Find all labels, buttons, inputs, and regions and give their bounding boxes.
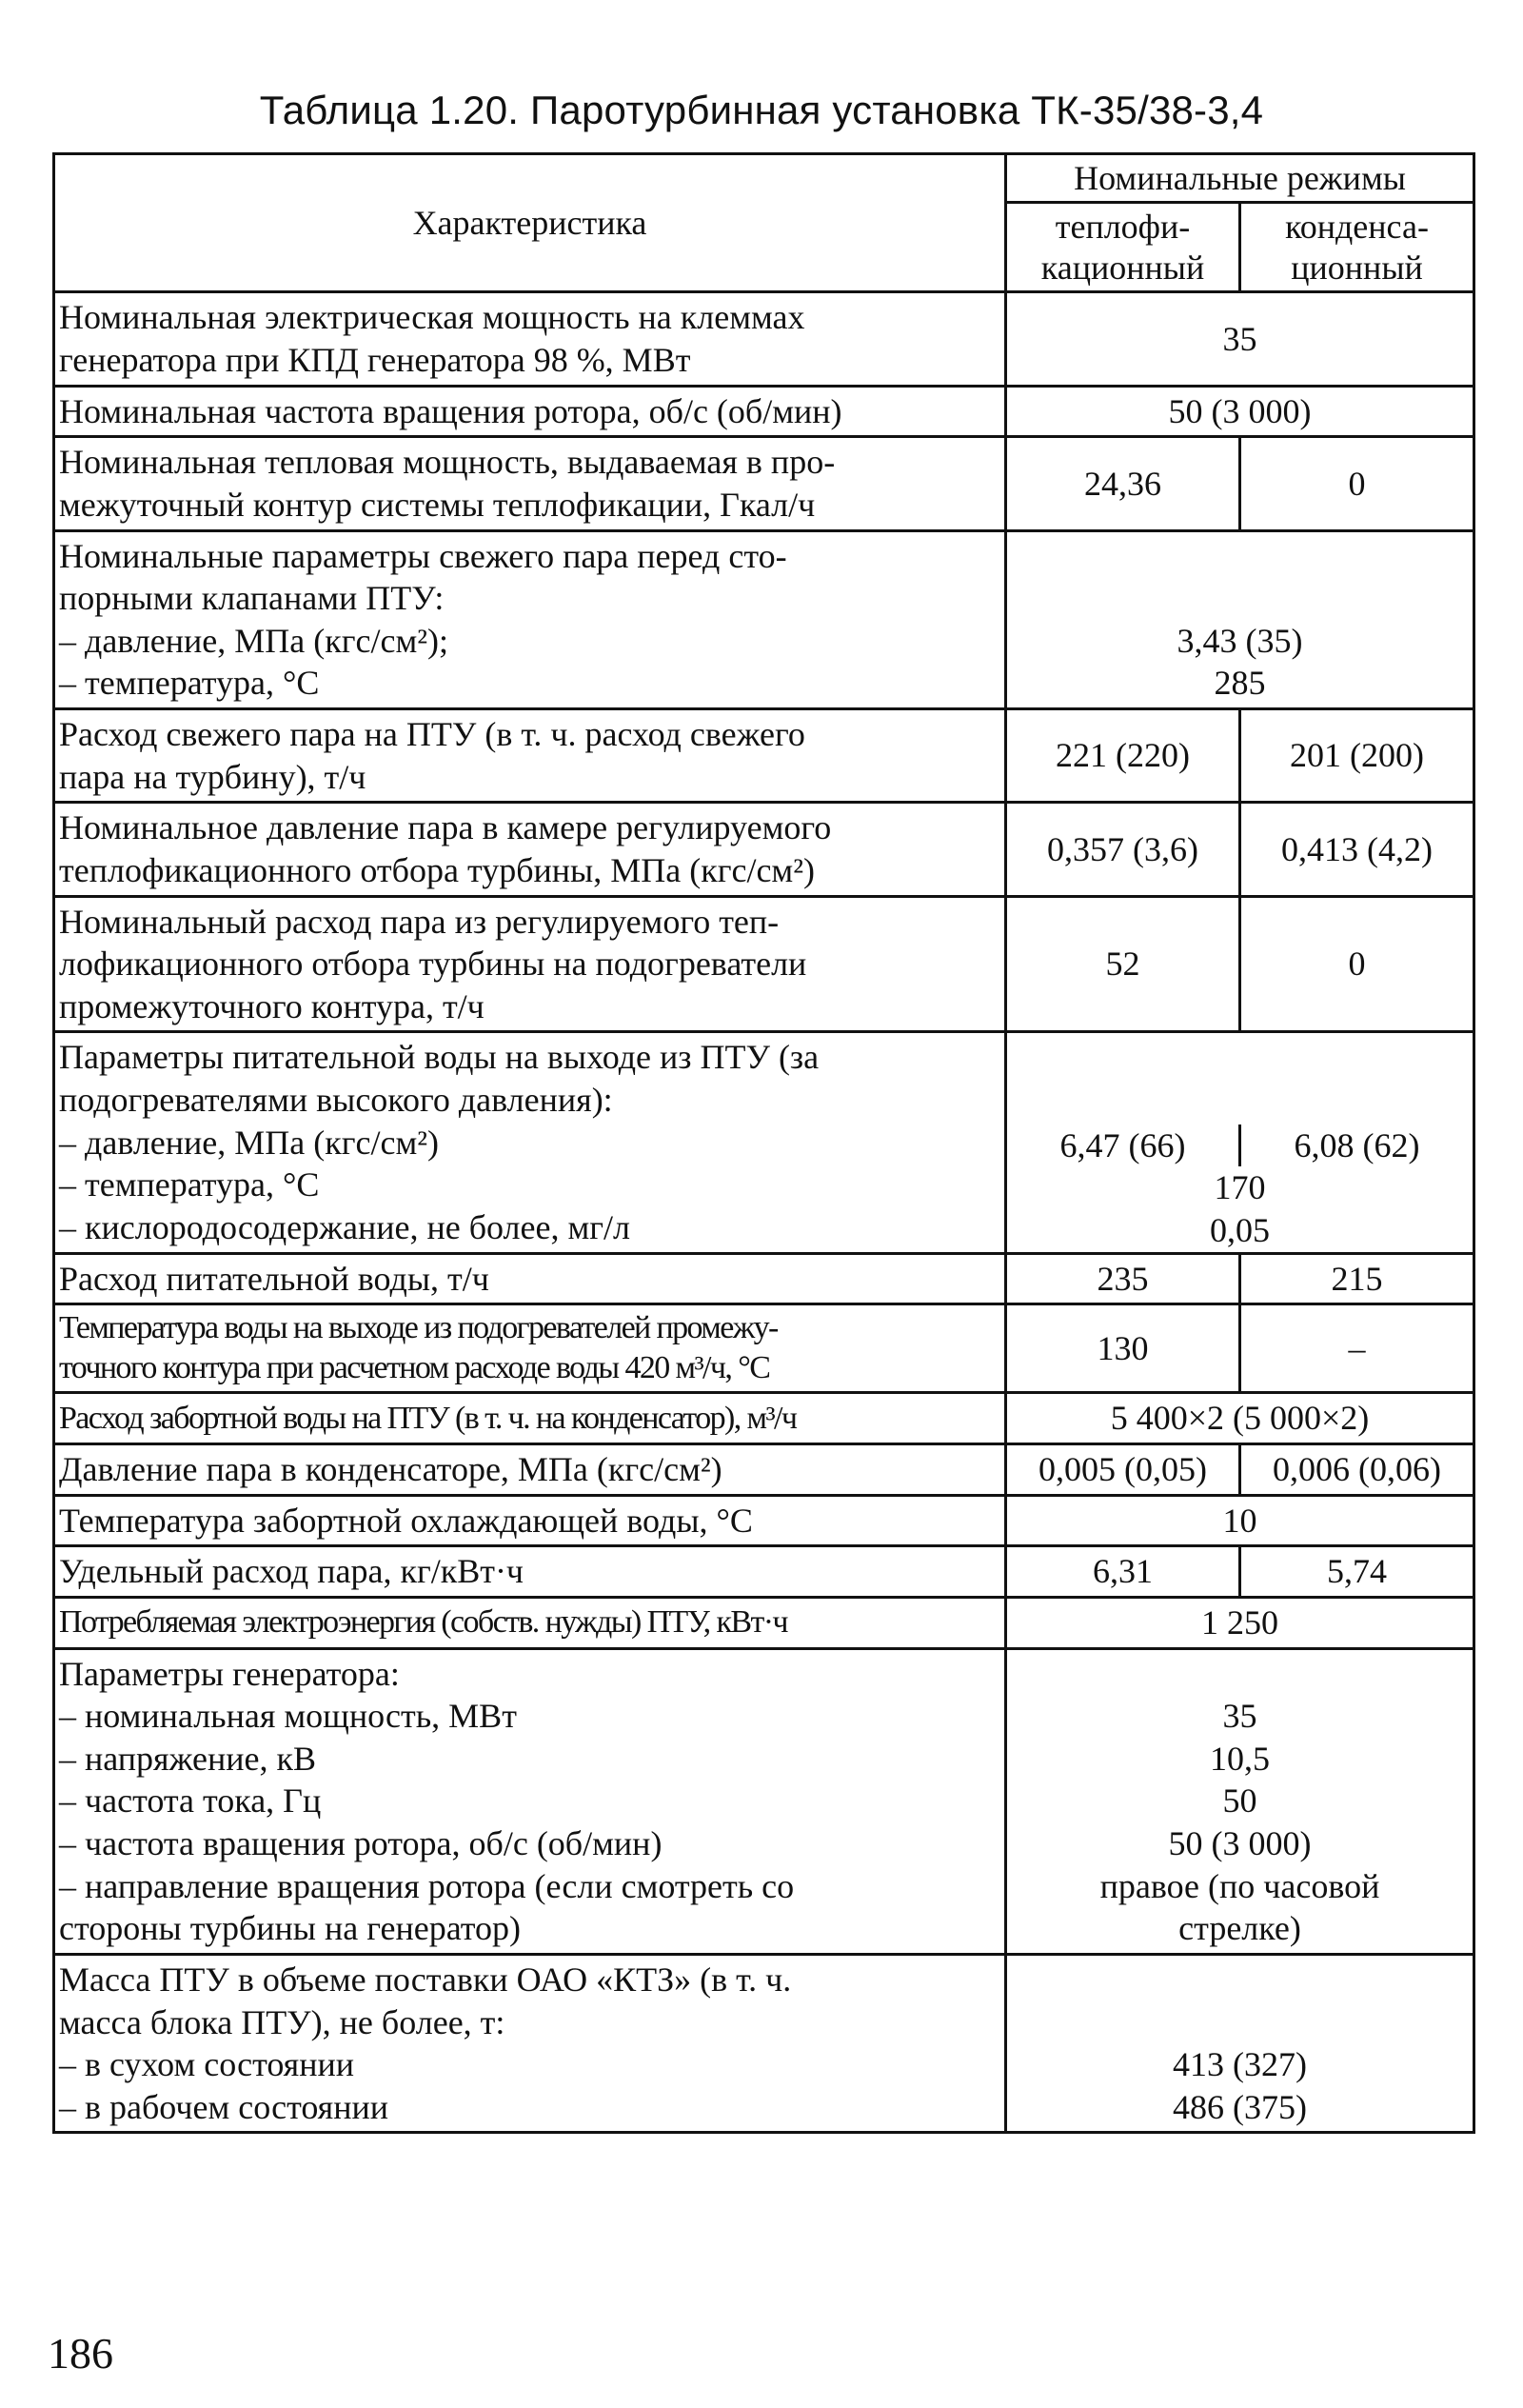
- row-value-condensing: 0: [1240, 896, 1474, 1032]
- row-value-heating: 6,31: [1006, 1546, 1240, 1598]
- table-title: Таблица 1.20. Паротурбинная установка ТК-35/38-3,4: [259, 88, 1264, 132]
- row-label: Удельный расход пара, кг/кВт·ч: [54, 1546, 1006, 1598]
- table-row: [54, 1546, 1474, 1598]
- table-row: [54, 386, 1474, 437]
- row-value: 413 (327) 486 (375): [1006, 1954, 1474, 2133]
- row-label: Номинальная тепловая мощность, выдаваемая в про- межуточный контур системы теплофикации, Гкал/ч: [54, 437, 1006, 530]
- header-col-condensing: конденса- ционный: [1240, 203, 1474, 292]
- data-table: [52, 152, 1475, 2134]
- table-row: [54, 292, 1474, 386]
- header-characteristic: Характеристика: [54, 154, 1006, 292]
- row-value-heating: 130: [1006, 1304, 1240, 1393]
- row-label: Давление пара в конденсаторе, МПа (кгс/см²): [54, 1444, 1006, 1496]
- row-label: Номинальный расход пара из регулируемого теп- лофикационного отбора турбины на подогреватели промежуточного контура, т/ч: [54, 896, 1006, 1032]
- table-row: [54, 1444, 1474, 1496]
- row-value-condensing: 5,74: [1240, 1546, 1474, 1598]
- header-col-heating: теплофи- кационный: [1006, 203, 1240, 292]
- pressure-split: [1007, 1124, 1473, 1167]
- row-value-heating: 235: [1006, 1253, 1240, 1304]
- row-label: Потребляемая электроэнергия (собств. нужды) ПТУ, кВт·ч: [54, 1597, 1006, 1648]
- row-value: 35 10,5 50 50 (3 000) правое (по часовой стрелке): [1006, 1648, 1474, 1954]
- row-label: Масса ПТУ в объеме поставки ОАО «КТЗ» (в т. ч. масса блока ПТУ), не более, т: – в сухом состоянии – в рабочем состоянии: [54, 1954, 1006, 2133]
- row-label: Температура воды на выходе из подогревателей промежу- точного контура при расчетном расходе воды 420 м³/ч, °С: [54, 1304, 1006, 1393]
- table-row: [54, 1304, 1474, 1393]
- row-value-heating: 0,005 (0,05): [1006, 1444, 1240, 1496]
- row-value-heating: 0,357 (3,6): [1006, 803, 1240, 896]
- table-row: [54, 1393, 1474, 1444]
- row-value: 3,43 (35) 285: [1006, 530, 1474, 709]
- table-row: [54, 1032, 1474, 1253]
- row-label: Температура забортной охлаждающей воды, °С: [54, 1495, 1006, 1546]
- page-number: 186: [48, 2329, 113, 2378]
- table-row: [54, 1495, 1474, 1546]
- row-value: [1006, 1032, 1474, 1253]
- row-value-condensing: 215: [1240, 1253, 1474, 1304]
- row-value: 10: [1006, 1495, 1474, 1546]
- table-row: [54, 437, 1474, 530]
- header-row: [54, 154, 1474, 203]
- row-value-condensing: 0: [1240, 437, 1474, 530]
- row-value-oxygen: 0,05: [1210, 1210, 1270, 1249]
- row-value: 50 (3 000): [1006, 386, 1474, 437]
- table-row: [54, 530, 1474, 709]
- row-label: Расход свежего пара на ПТУ (в т. ч. расход свежего пара на турбину), т/ч: [54, 709, 1006, 803]
- row-label: Расход питательной воды, т/ч: [54, 1253, 1006, 1304]
- row-value-condensing: 6,08 (62): [1294, 1125, 1420, 1164]
- table-row: [54, 709, 1474, 803]
- row-label: Номинальные параметры свежего пара перед сто- порными клапанами ПТУ: – давление, МПа (кгс/см²); – температура, °С: [54, 530, 1006, 709]
- row-label: Параметры генератора: – номинальная мощность, МВт – напряжение, кВ – частота тока, Гц – частота вращения ротора, об/с (об/мин) – направление вращения ротора (если смотреть со стороны турбины на генератор): [54, 1648, 1006, 1954]
- row-value-heating: 52: [1006, 896, 1240, 1032]
- table-row: [54, 1597, 1474, 1648]
- table-row: [54, 803, 1474, 896]
- row-value-condensing: –: [1240, 1304, 1474, 1393]
- row-label: Параметры питательной воды на выходе из ПТУ (за подогревателями высокого давления): – давление, МПа (кгс/см²) – температура, °С – кислородосодержание, не более, мг/л: [54, 1032, 1006, 1253]
- row-value-temperature: 170: [1214, 1168, 1266, 1207]
- table-row: [54, 1648, 1474, 1954]
- row-value-condensing: 0,413 (4,2): [1240, 803, 1474, 896]
- header-modes: Номинальные режимы: [1006, 154, 1474, 203]
- row-value-heating: 24,36: [1006, 437, 1240, 530]
- row-value-condensing: 0,006 (0,06): [1240, 1444, 1474, 1496]
- row-label: Номинальная электрическая мощность на клеммах генератора при КПД генератора 98 %, МВт: [54, 292, 1006, 386]
- row-label: Номинальное давление пара в камере регулируемого теплофикационного отбора турбины, МПа (кгс/см²): [54, 803, 1006, 896]
- row-value-heating: 221 (220): [1006, 709, 1240, 803]
- row-label: Расход забортной воды на ПТУ (в т. ч. на конденсатор), м³/ч: [54, 1393, 1006, 1444]
- table-row: [54, 1253, 1474, 1304]
- row-label: Номинальная частота вращения ротора, об/с (об/мин): [54, 386, 1006, 437]
- row-value-heating: 6,47 (66): [1007, 1124, 1241, 1167]
- row-value: 1 250: [1006, 1597, 1474, 1648]
- row-value: 35: [1006, 292, 1474, 386]
- table-row: [54, 896, 1474, 1032]
- row-value-condensing: 201 (200): [1240, 709, 1474, 803]
- table-row: [54, 1954, 1474, 2133]
- row-value: 5 400×2 (5 000×2): [1006, 1393, 1474, 1444]
